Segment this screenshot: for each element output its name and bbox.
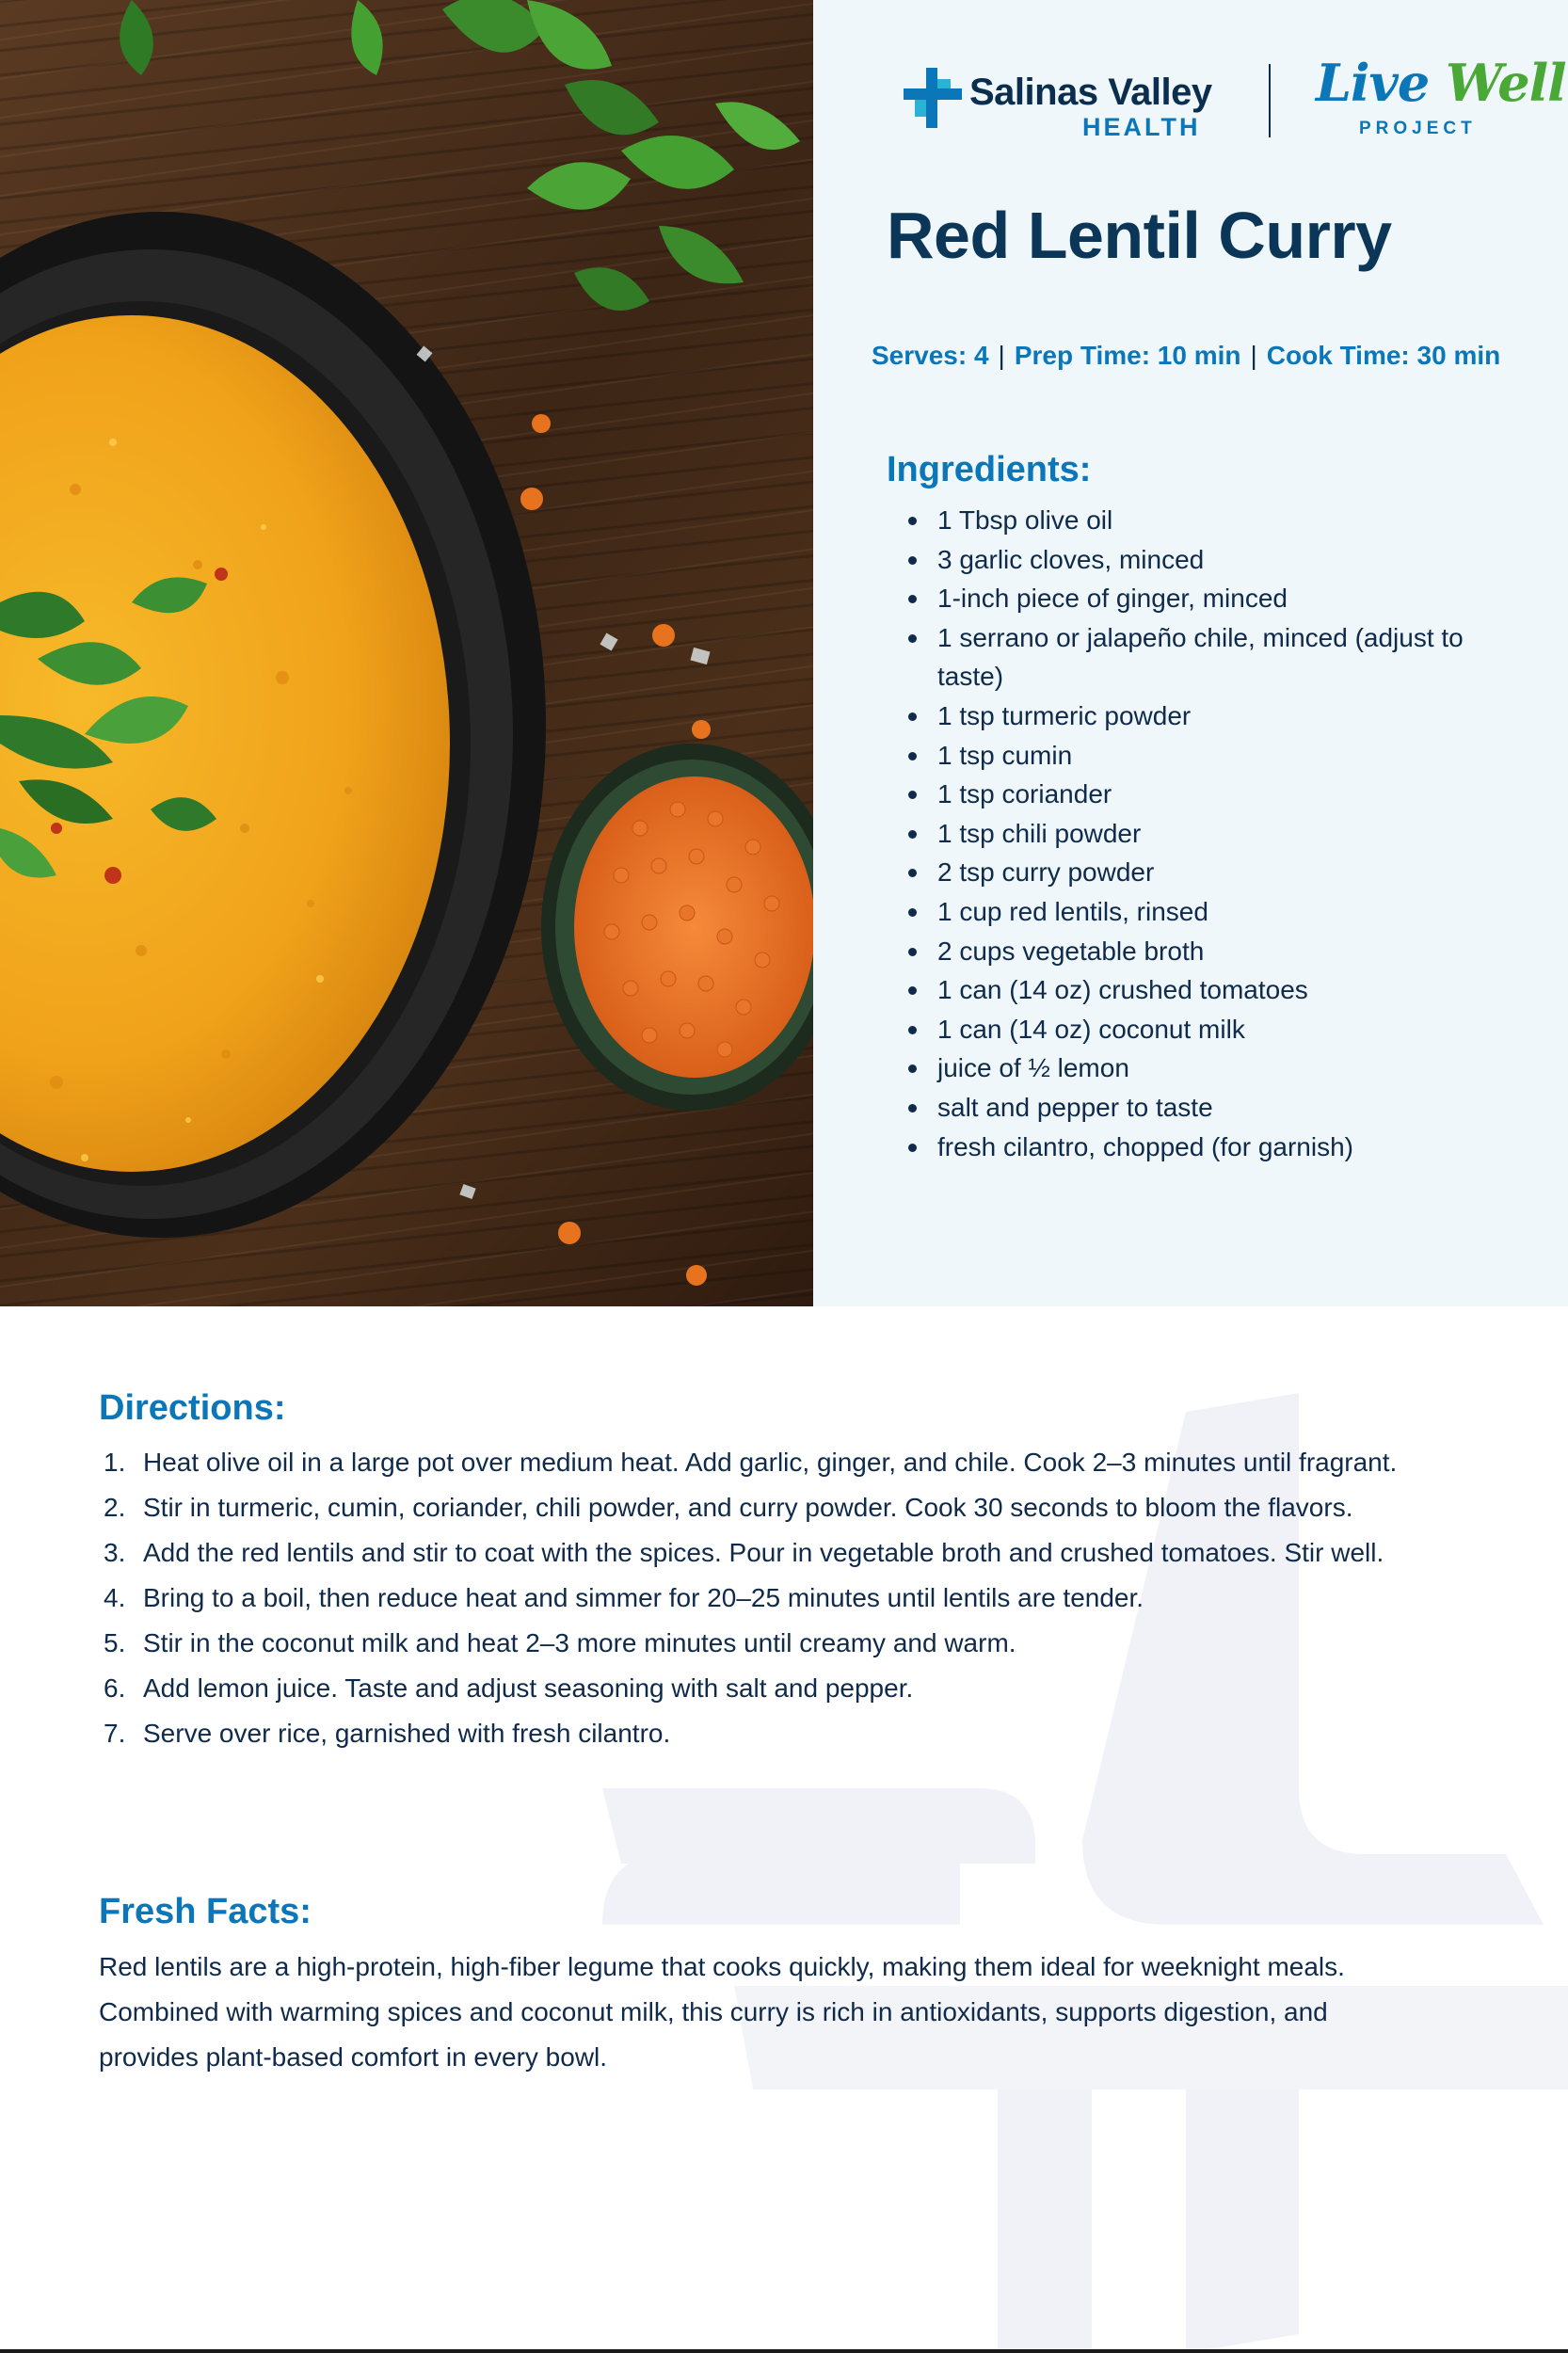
ingredient-item: 1 tsp turmeric powder [904, 696, 1525, 736]
live-well-project-logo [1316, 53, 1566, 147]
curry-bowl [0, 212, 546, 1238]
ingredients-list [904, 501, 1525, 1166]
direction-step [104, 1440, 1496, 1485]
logo-project-text: PROJECT [1359, 119, 1477, 138]
fresh-facts-text: Red lentils are a high-protein, high-fiber legume that cooks quickly, making them ideal for weeknight meals. Combined with warming spices and coconut milk, this curry is rich in antioxidants, supports digestion, and provides plant-based comfort in every bowl. [99, 1952, 1345, 2072]
cook-time-text: Cook Time: 30 min [1266, 341, 1501, 370]
direction-step [104, 1666, 1496, 1711]
recipe-info-panel [813, 0, 1568, 1306]
step-text: Bring to a boil, then reduce heat and simmer for 20–25 minutes until lentils are tender. [143, 1583, 1144, 1612]
ingredient-item: 1 serrano or jalapeño chile, minced (adjust to taste) [904, 618, 1525, 696]
lentil-bowl [541, 744, 813, 1111]
ingredient-item: 1 can (14 oz) coconut milk [904, 1010, 1525, 1049]
step-text: Serve over rice, garnished with fresh cilantro. [143, 1719, 671, 1748]
meta-separator: | [1250, 341, 1257, 370]
logo-well-text: Well [1446, 53, 1566, 113]
salinas-valley-health-logo [904, 64, 1224, 149]
logo-divider [1269, 64, 1271, 137]
step-text: Add lemon juice. Taste and adjust seasoning with salt and pepper. [143, 1673, 914, 1703]
direction-step [104, 1530, 1496, 1576]
step-number: 6. [104, 1673, 126, 1703]
ingredient-item: 1 Tbsp olive oil [904, 501, 1525, 540]
step-number: 2. [104, 1493, 126, 1522]
step-text: Stir in turmeric, cumin, coriander, chili powder, and curry powder. Cook 30 seconds to bloom the flavors. [143, 1493, 1353, 1522]
step-number: 1. [104, 1448, 126, 1477]
ingredients-heading: Ingredients: [887, 450, 1092, 489]
directions-heading: Directions: [99, 1388, 286, 1428]
step-number: 4. [104, 1583, 126, 1612]
ingredient-item: 3 garlic cloves, minced [904, 540, 1525, 580]
logo-wordmark: Salinas Valley [969, 72, 1212, 113]
ingredient-item: salt and pepper to taste [904, 1088, 1525, 1128]
serves-text: Serves: 4 [872, 341, 989, 370]
ingredient-item: 1-inch piece of ginger, minced [904, 579, 1525, 618]
ingredient-item: 2 cups vegetable broth [904, 932, 1525, 971]
direction-step [104, 1621, 1496, 1666]
ingredient-item: 1 tsp chili powder [904, 814, 1525, 854]
step-number: 7. [104, 1719, 126, 1748]
fresh-facts-heading: Fresh Facts: [99, 1892, 312, 1931]
recipe-meta [872, 341, 1559, 371]
lentil-curry-illustration [0, 0, 813, 1306]
step-number: 5. [104, 1628, 126, 1657]
medical-cross-icon [904, 68, 962, 128]
ingredient-item: fresh cilantro, chopped (for garnish) [904, 1128, 1525, 1167]
logo-subtext: HEALTH [1082, 113, 1201, 141]
ingredient-item: 2 tsp curry powder [904, 853, 1525, 892]
ingredient-item: 1 tsp cumin [904, 736, 1525, 776]
logo-live-text: Live [1316, 53, 1430, 113]
step-text: Add the red lentils and stir to coat with the spices. Pour in vegetable broth and crushed tomatoes. Stir well. [143, 1538, 1384, 1567]
ingredient-item: juice of ½ lemon [904, 1048, 1525, 1088]
recipe-photo [0, 0, 813, 1306]
directions-list [104, 1440, 1496, 1756]
bottom-border [0, 2349, 1568, 2353]
step-number: 3. [104, 1538, 126, 1567]
ingredient-item: 1 tsp coriander [904, 775, 1525, 814]
ingredient-item: 1 can (14 oz) crushed tomatoes [904, 970, 1525, 1010]
direction-step [104, 1485, 1496, 1530]
recipe-title: Red Lentil Curry [887, 199, 1392, 272]
step-text: Stir in the coconut milk and heat 2–3 more minutes until creamy and warm. [143, 1628, 1016, 1657]
prep-time-text: Prep Time: 10 min [1014, 341, 1241, 370]
direction-step [104, 1576, 1496, 1621]
direction-step [104, 1711, 1496, 1756]
ingredient-item: 1 cup red lentils, rinsed [904, 892, 1525, 932]
step-text: Heat olive oil in a large pot over medium heat. Add garlic, ginger, and chile. Cook 2–3 minutes until fragrant. [143, 1448, 1398, 1477]
meta-separator: | [998, 341, 1005, 370]
